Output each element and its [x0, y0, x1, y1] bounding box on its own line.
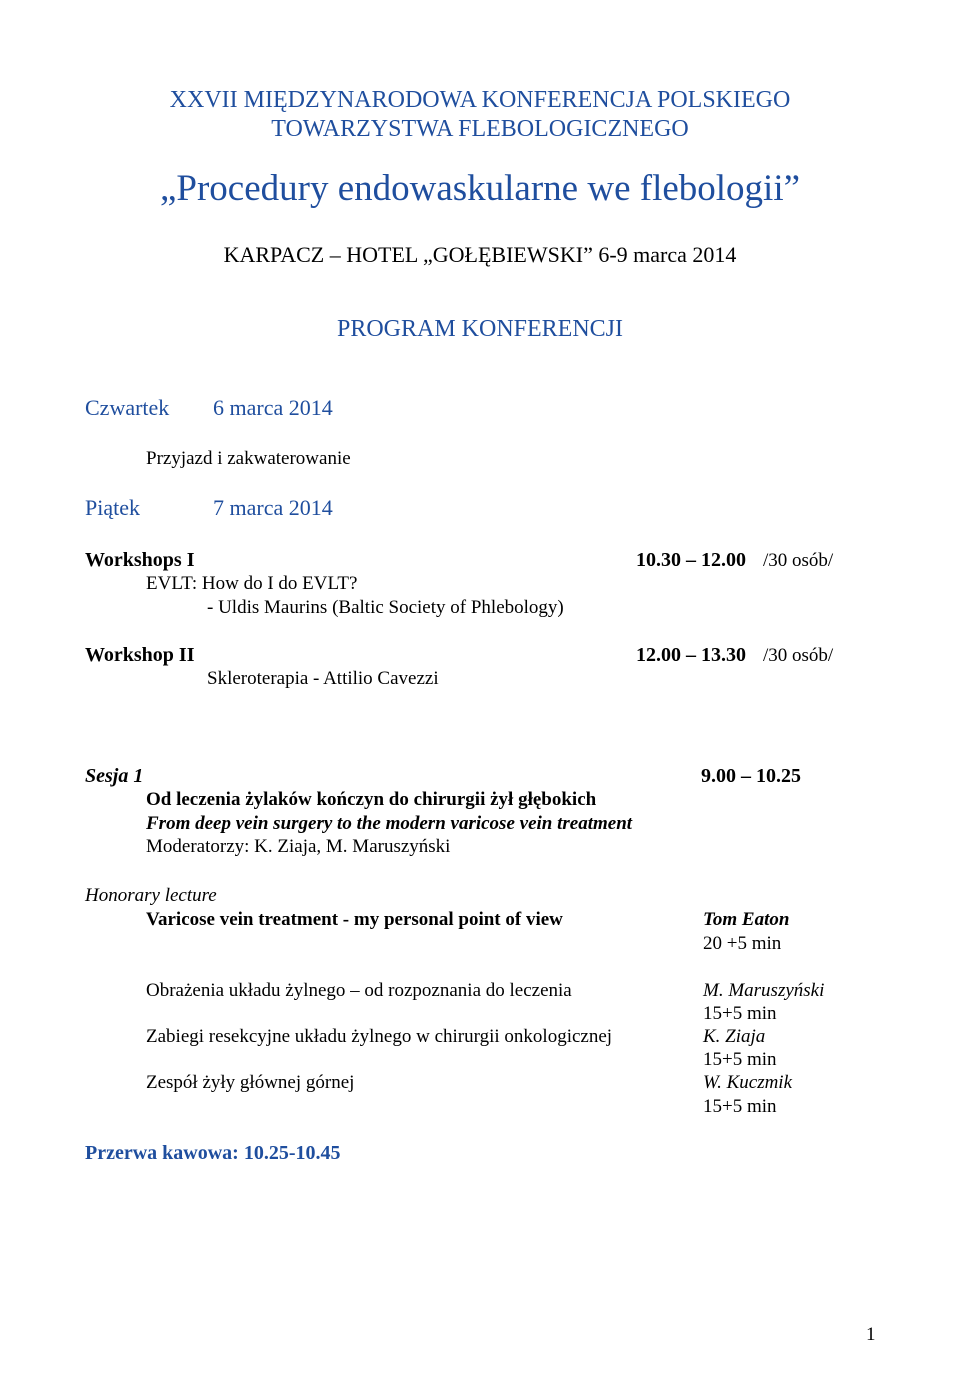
workshop1-time: 10.30 – 12.00 — [636, 549, 746, 571]
talk-speaker: W. Kuczmik — [703, 1072, 793, 1093]
program-heading: PROGRAM KONFERENCJI — [336, 316, 624, 342]
friday-day: Piątek — [85, 495, 140, 520]
talk-title: Zespół żyły głównej górnej — [146, 1072, 355, 1093]
thursday-day: Czwartek — [85, 395, 170, 420]
talk-title: Varicose vein treatment - my personal point of view — [146, 909, 563, 930]
talk-speaker: Tom Eaton — [703, 909, 790, 930]
talk-title: Obrażenia układu żylnego – od rozpoznania do leczenia — [146, 980, 572, 1001]
talk-duration: 15+5 min — [703, 1003, 777, 1024]
coffee-break: Przerwa kawowa: 10.25-10.45 — [85, 1142, 341, 1164]
session1-title-en: From deep vein surgery to the modern varicose vein treatment — [146, 813, 633, 834]
friday-date: 7 marca 2014 — [213, 495, 333, 520]
talk-speaker: K. Ziaja — [703, 1026, 766, 1047]
talk-duration: 20 +5 min — [703, 933, 782, 954]
workshop2-topic: Skleroterapia - Attilio Cavezzi — [207, 668, 439, 689]
venue-line: KARPACZ – HOTEL „GOŁĘBIEWSKI” 6-9 marca 2014 — [223, 242, 737, 267]
conference-name-line1: XXVII MIĘDZYNARODOWA KONFERENCJA POLSKIEGO — [169, 87, 791, 113]
workshop2-title: Workshop II — [85, 644, 195, 666]
workshop1-title: Workshops I — [85, 549, 195, 571]
workshop1-topic: EVLT: How do I do EVLT? — [146, 573, 358, 594]
workshop1-speaker: - Uldis Maurins (Baltic Society of Phlebology) — [207, 597, 564, 618]
session1-label: Sesja 1 — [85, 765, 144, 787]
talk-duration: 15+5 min — [703, 1049, 777, 1070]
thursday-item: Przyjazd i zakwaterowanie — [146, 448, 351, 469]
workshop2-capacity: /30 osób/ — [763, 645, 834, 666]
session1-title-pl: Od leczenia żylaków kończyn do chirurgii żył głębokich — [146, 789, 597, 810]
talk-speaker: M. Maruszyński — [703, 980, 825, 1001]
talk-duration: 15+5 min — [703, 1096, 777, 1117]
session1-moderators: Moderatorzy: K. Ziaja, M. Maruszyński — [146, 836, 451, 857]
honorary-lecture-label: Honorary lecture — [85, 885, 217, 906]
page-number: 1 — [866, 1324, 876, 1345]
conference-name-line2: TOWARZYSTWA FLEBOLOGICZNEGO — [271, 116, 689, 142]
talk-title: Zabiegi resekcyjne układu żylnego w chirurgii onkologicznej — [146, 1026, 613, 1047]
workshop1-capacity: /30 osób/ — [763, 550, 834, 571]
session1-time: 9.00 – 10.25 — [701, 765, 801, 787]
conference-title: „Procedury endowaskularne we flebologii” — [159, 168, 801, 209]
workshop2-time: 12.00 – 13.30 — [636, 644, 746, 666]
thursday-date: 6 marca 2014 — [213, 395, 333, 420]
